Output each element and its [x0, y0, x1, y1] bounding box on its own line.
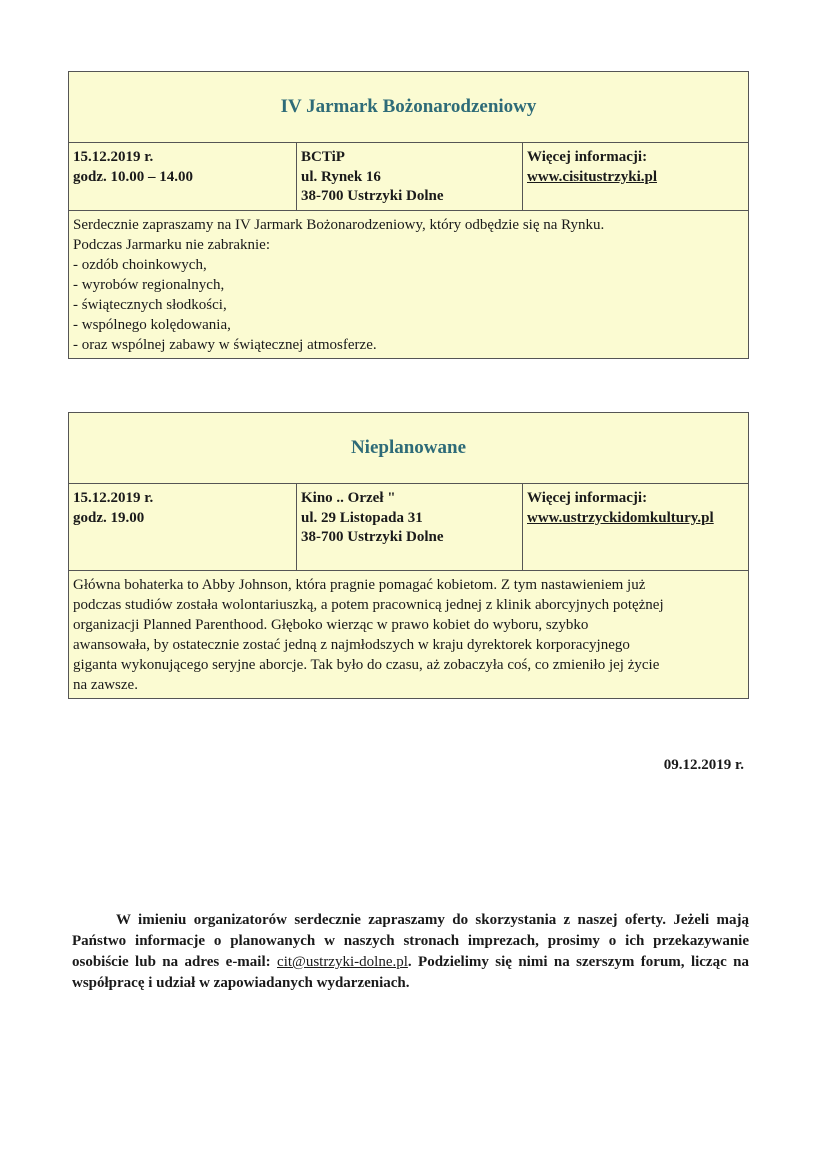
- event-place-city: 38-700 Ustrzyki Dolne: [301, 529, 444, 545]
- event-time: godz. 19.00: [73, 509, 145, 526]
- document-date: 09.12.2019 r.: [663, 757, 744, 773]
- event-place-name: BCTiP: [301, 149, 345, 165]
- event-place-street: ul. 29 Listopada 31: [301, 509, 423, 526]
- info-link[interactable]: www.cisitustrzyki.pl: [527, 168, 658, 185]
- info-label: Więcej informacji:: [527, 149, 648, 165]
- event-datetime-cell: [69, 143, 297, 210]
- description-line: organizacji Planned Parenthood. Głęboko wierząc w prawo kobiet do wyboru, szybko: [73, 617, 589, 633]
- description-line: giganta wykonującego seryjne aborcje. Tak było do czasu, aż zobaczyła coś, co zmieniło jej życie: [73, 657, 660, 673]
- description-line: awansowała, by ostatecznie zostać jedną z najmłodszych w kraju dyrektorek korporacyjnego: [73, 637, 630, 653]
- info-link[interactable]: www.ustrzyckidomkultury.pl: [527, 509, 714, 526]
- event-info-row: [69, 484, 748, 571]
- description-line: Serdecznie zapraszamy na IV Jarmark Bożonarodzeniowy, który odbędzie się na Rynku.: [73, 217, 605, 233]
- event-date: 15.12.2019 r.: [73, 149, 154, 165]
- event-place-cell: [297, 143, 523, 210]
- description-line: - wyrobów regionalnych,: [73, 277, 225, 293]
- event-place-name: Kino .. Orzeł ": [301, 490, 396, 506]
- footer-text-before: W imieniu organizatorów serdecznie zapraszamy do skorzystania z naszej oferty. Jeżeli mają Państwo informacje o planowanych w naszych stronach imprezach, prosimy o ich przekazywanie osobiście lub na adres e-mail:: [72, 912, 749, 970]
- description-line: Główna bohaterka to Abby Johnson, która pragnie pomagać kobietom. Z tym nastawieniem już: [73, 577, 646, 593]
- event-place-cell: [297, 484, 523, 570]
- description-line: - wspólnego kolędowania,: [73, 317, 231, 333]
- footer-text-after: . Podzielimy się nimi na szerszym forum, licząc na współpracę i udział w zapowiadanych wydarzeniach.: [72, 954, 749, 991]
- event-info-row: [69, 143, 748, 211]
- event-description: [69, 211, 748, 358]
- description-line: podczas studiów została wolontariuszką, a potem pracownicą jednej z klinik aborcyjnych potężnej: [73, 597, 664, 613]
- description-line: - ozdób choinkowych,: [73, 257, 207, 273]
- event-card-nieplanowane: [68, 412, 749, 699]
- event-info-cell: [523, 143, 748, 210]
- description-line: Podczas Jarmarku nie zabraknie:: [73, 237, 270, 253]
- event-time: godz. 10.00 – 14.00: [73, 168, 193, 185]
- description-line: - świątecznych słodkości,: [73, 297, 227, 313]
- event-place-street: ul. Rynek 16: [301, 168, 381, 185]
- event-datetime-cell: [69, 484, 297, 570]
- event-card-jarmark: [68, 71, 749, 359]
- event-date: 15.12.2019 r.: [73, 490, 154, 506]
- event-title: Nieplanowane: [69, 413, 748, 484]
- footer-email-link[interactable]: cit@ustrzyki-dolne.pl: [277, 954, 408, 970]
- description-line: na zawsze.: [73, 677, 138, 693]
- event-description: [69, 571, 748, 698]
- footer-paragraph: [72, 910, 749, 994]
- event-info-cell: [523, 484, 748, 570]
- info-label: Więcej informacji:: [527, 490, 648, 506]
- event-title: IV Jarmark Bożonarodzeniowy: [69, 72, 748, 143]
- description-line: - oraz wspólnej zabawy w świątecznej atmosferze.: [73, 337, 377, 353]
- event-place-city: 38-700 Ustrzyki Dolne: [301, 188, 444, 204]
